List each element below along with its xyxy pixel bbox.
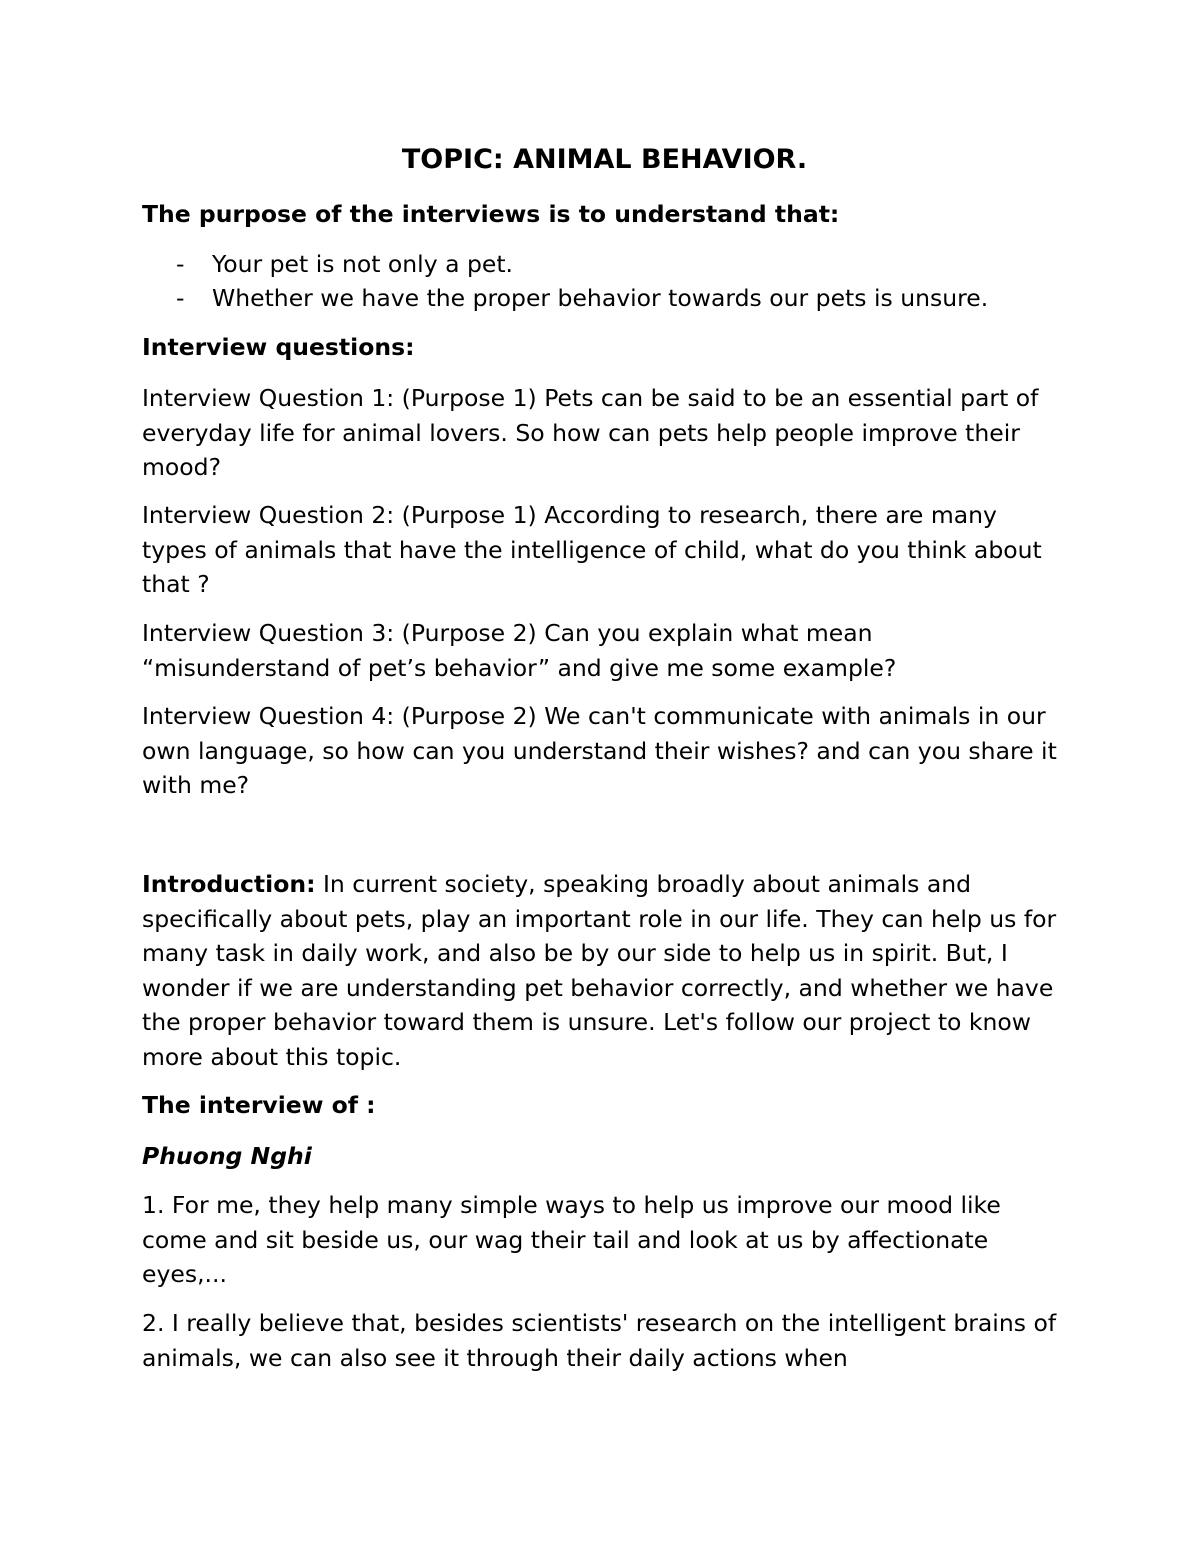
list-item (142, 281, 1067, 315)
interviewee-name: Phuong Nghi (142, 1142, 312, 1170)
introduction-label: Introduction: (142, 870, 316, 898)
interview-question-3: Interview Question 3: (Purpose 2) Can you explain what mean “misunderstand of pet’s behavior” and give me some example? (142, 619, 897, 682)
bullet-marker: - (176, 284, 185, 312)
purpose-text: Whether we have the proper behavior towards our pets is unsure. (212, 284, 989, 312)
introduction-paragraph (142, 867, 1067, 1074)
interview-of-heading: The interview of : (142, 1091, 376, 1119)
list-item (142, 247, 1067, 281)
page-title: TOPIC: ANIMAL BEHAVIOR. (401, 144, 808, 175)
purpose-list (142, 247, 1067, 315)
purpose-heading: The purpose of the interviews is to understand that: (142, 200, 840, 228)
answer-1: 1. For me, they help many simple ways to help us improve our mood like come and sit beside us, our wag their tail and look at us by affectionate eyes,... (142, 1191, 1001, 1288)
interview-question-1: Interview Question 1: (Purpose 1) Pets can be said to be an essential part of everyday life for animal lovers. So how can pets help people improve their mood? (142, 384, 1039, 481)
interview-question-4: Interview Question 4: (Purpose 2) We can't communicate with animals in our own language, so how can you understand their wishes? and can you share it with me? (142, 702, 1057, 799)
answer-2: 2. I really believe that, besides scientists' research on the intelligent brains of animals, we can also see it through their daily actions when (142, 1309, 1057, 1372)
interview-question-2: Interview Question 2: (Purpose 1) According to research, there are many types of animals that have the intelligence of child, what do you think about that ? (142, 501, 1042, 598)
introduction-text: In current society, speaking broadly about animals and specifically about pets, play an important role in our life. They can help us for many task in daily work, and also be by our side to help us in spirit. But, I wonder if we are understanding pet behavior correctly, and whether we have the proper behavior toward them is unsure. Let's follow our project to know more about this topic. (142, 870, 1057, 1071)
purpose-text: Your pet is not only a pet. (212, 250, 514, 278)
questions-heading: Interview questions: (142, 333, 415, 361)
bullet-marker: - (176, 250, 185, 278)
